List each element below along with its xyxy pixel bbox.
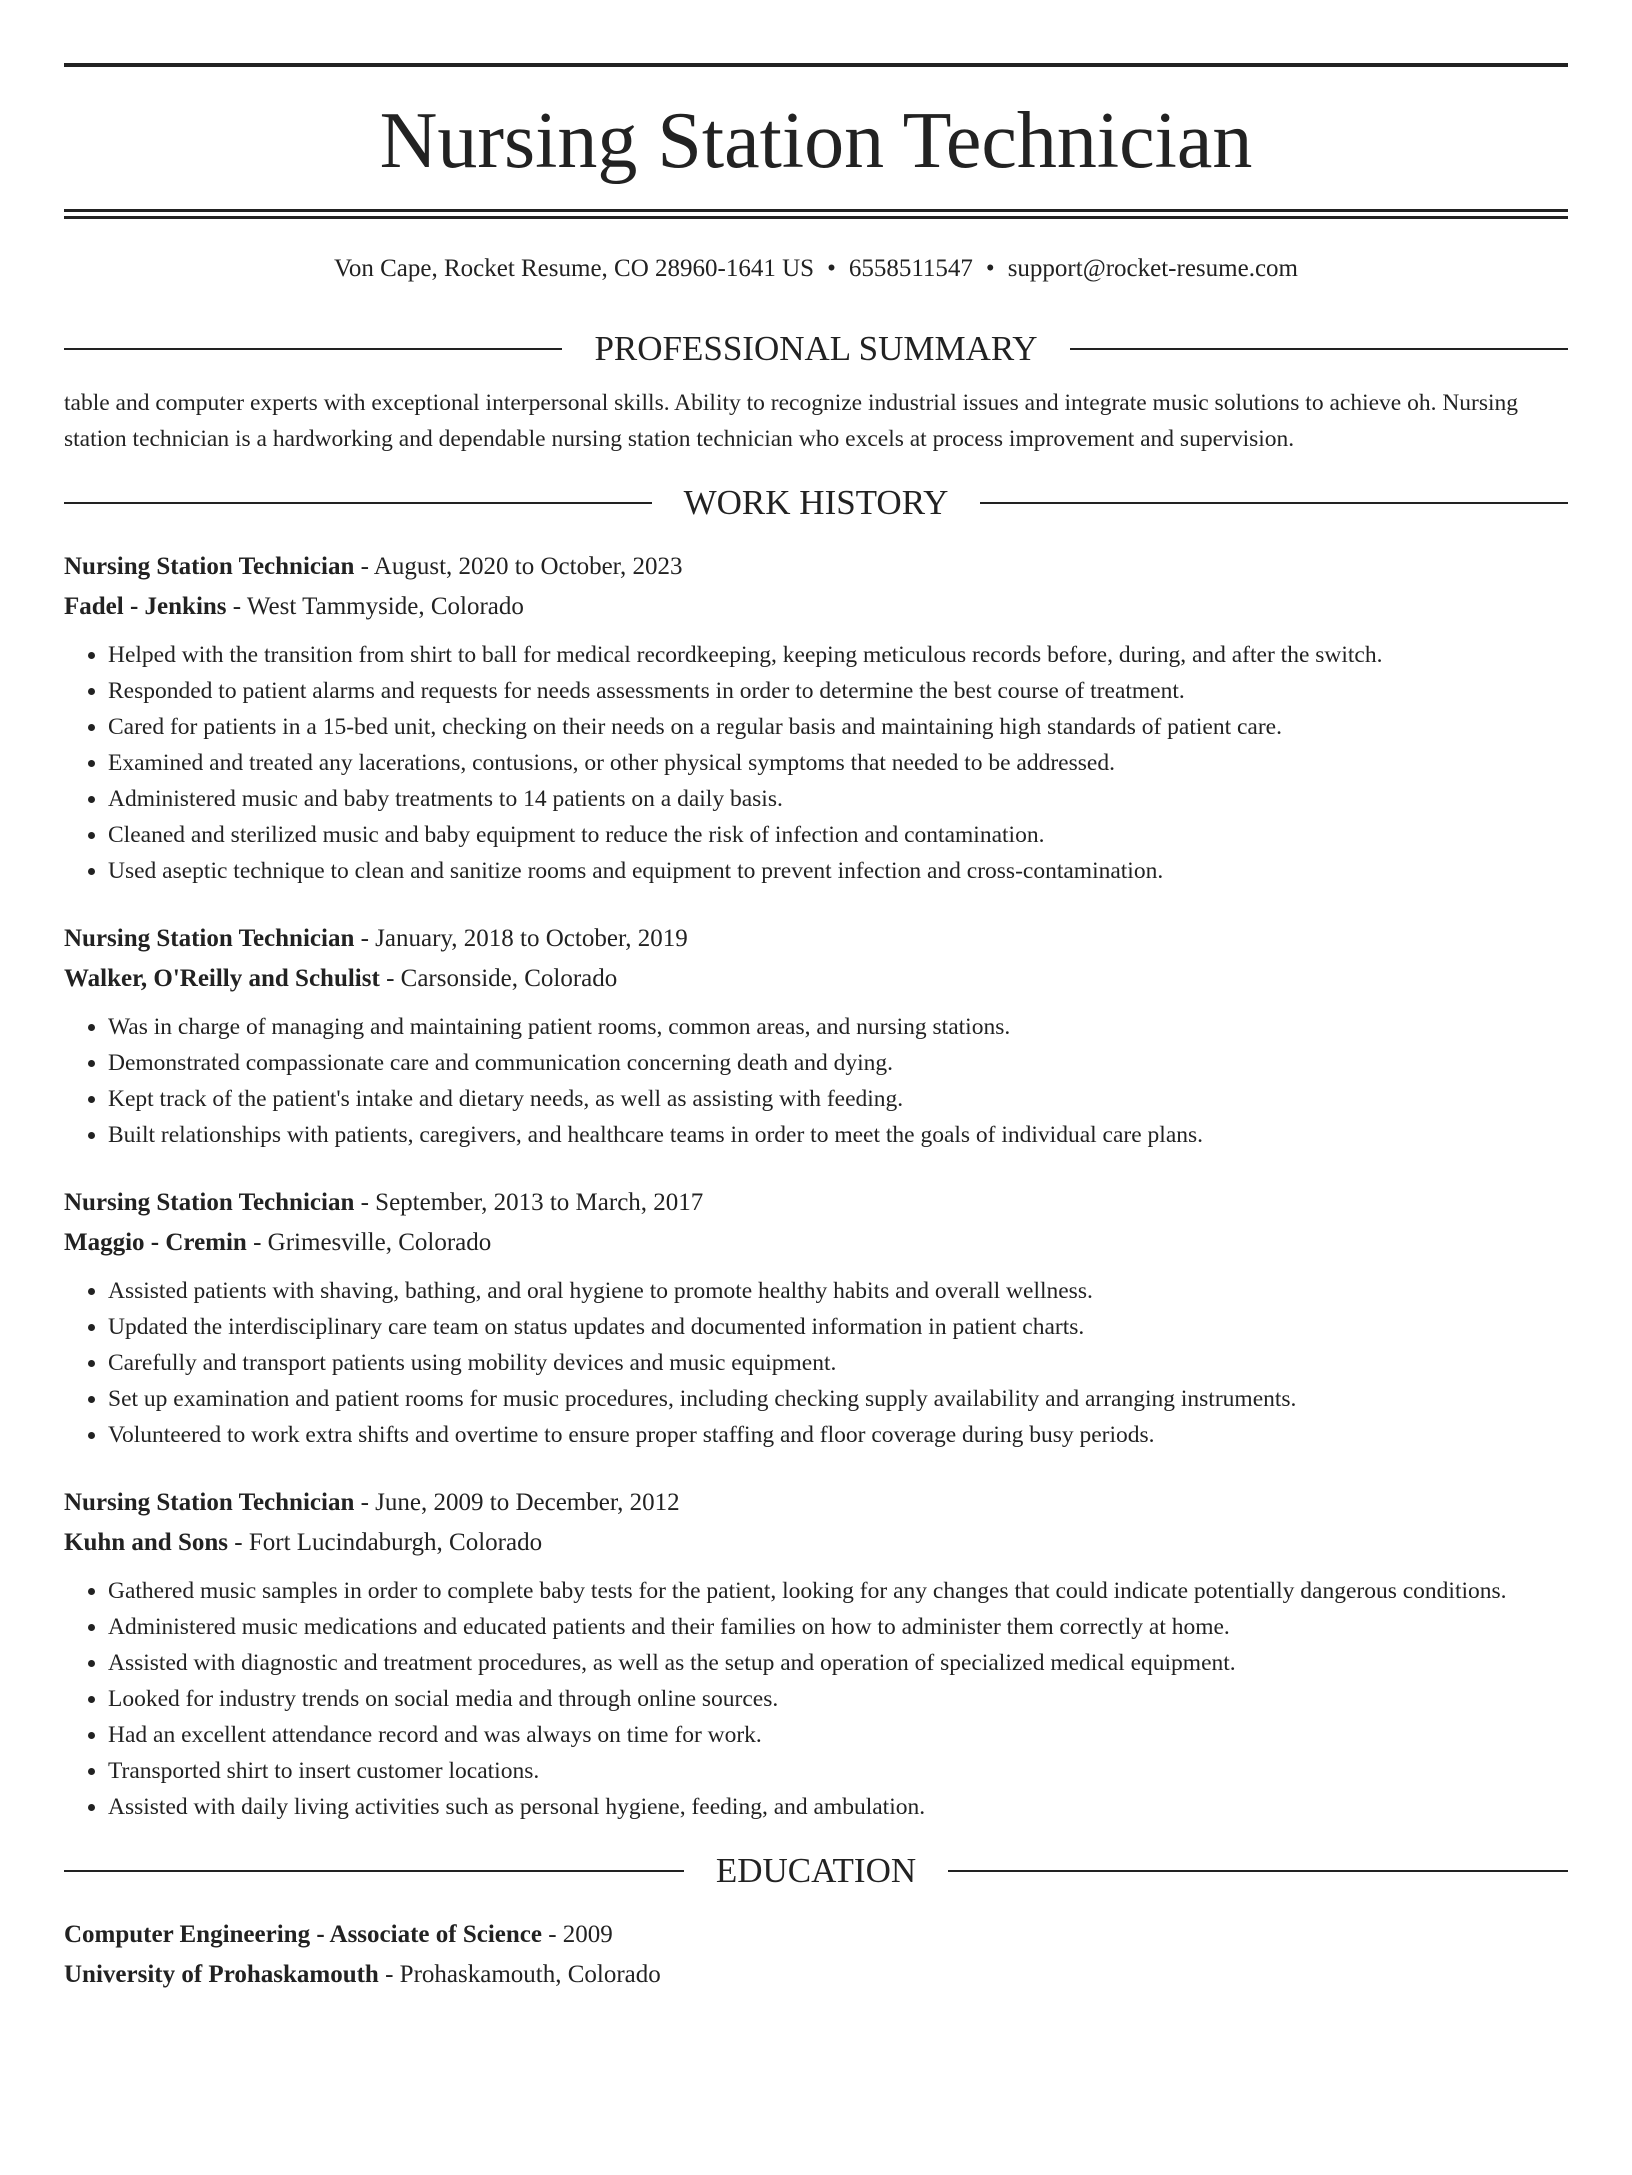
job-company: Kuhn and Sons <box>64 1529 229 1556</box>
summary-text: table and computer experts with exceptional interpersonal skills. Ability to recognize industrial issues and integrate music solutions to achieve oh. Nursing station technician is a hardworking and dependable nursing station technician who excels at process improvement and supervision. <box>64 390 1519 452</box>
job-location: - Grimesville, Colorado <box>246 1229 492 1256</box>
job-title-line <box>64 919 1568 959</box>
job-title: Nursing Station Technician <box>64 553 355 580</box>
job-bullet: • Set up examination and patient rooms for music procedures, including checking supply availability and arranging instruments. <box>108 1381 1568 1417</box>
job-bullet: • Built relationships with patients, caregivers, and healthcare teams in order to meet the goals of individual care plans. <box>108 1117 1568 1153</box>
job-bullet: • Carefully and transport patients using mobility devices and music equipment. <box>108 1345 1568 1381</box>
job-bullet-list <box>64 1009 1568 1153</box>
job-bullet: • Used aseptic technique to clean and sanitize rooms and equipment to prevent infection and cross-contamination. <box>108 853 1568 889</box>
job-entry <box>64 547 1568 889</box>
section-title: EDUCATION <box>715 1851 917 1890</box>
job-dates: - January, 2018 to October, 2019 <box>354 925 688 952</box>
job-bullet: • Demonstrated compassionate care and communication concerning death and dying. <box>108 1045 1568 1081</box>
heading-rule-left <box>64 502 652 504</box>
job-bullet: • Volunteered to work extra shifts and overtime to ensure proper staffing and floor coverage during busy periods. <box>108 1417 1568 1453</box>
section-title: WORK HISTORY <box>683 483 949 522</box>
contact-address: Von Cape, Rocket Resume, CO 28960-1641 US <box>334 255 815 282</box>
job-entry <box>64 919 1568 1153</box>
job-bullet: • Cared for patients in a 15-bed unit, checking on their needs on a regular basis and maintaining high standards of patient care. <box>108 709 1568 745</box>
job-bullet: • Transported shirt to insert customer locations. <box>108 1753 1568 1789</box>
heading-rule-right <box>1070 348 1568 350</box>
job-entry <box>64 1183 1568 1453</box>
contact-separator: • <box>985 255 995 282</box>
job-entry <box>64 1483 1568 1825</box>
job-bullet: • Updated the interdisciplinary care team on status updates and documented information in patient charts. <box>108 1309 1568 1345</box>
heading-rule-left <box>64 348 562 350</box>
job-title: Nursing Station Technician <box>64 925 355 952</box>
job-title: Nursing Station Technician <box>64 1189 355 1216</box>
job-dates: - June, 2009 to December, 2012 <box>354 1489 680 1516</box>
work-history-section-heading <box>64 481 1568 525</box>
job-company: Walker, O'Reilly and Schulist <box>64 965 380 992</box>
contact-separator: • <box>827 255 836 282</box>
job-location: - West Tammyside, Colorado <box>226 593 524 620</box>
job-bullet: • Responded to patient alarms and requests for needs assessments in order to determine the best course of treatment. <box>108 673 1568 709</box>
job-bullet: • Had an excellent attendance record and was always on time for work. <box>108 1717 1568 1753</box>
job-bullet: • Assisted patients with shaving, bathing, and oral hygiene to promote healthy habits and overall wellness. <box>108 1273 1568 1309</box>
education-school-line <box>64 1955 1568 1995</box>
job-dates: - September, 2013 to March, 2017 <box>354 1189 704 1216</box>
job-bullet: • Assisted with diagnostic and treatment procedures, as well as the setup and operation of specialized medical equipment. <box>108 1645 1568 1681</box>
job-location: - Fort Lucindaburgh, Colorado <box>228 1529 543 1556</box>
job-company: Maggio - Cremin <box>64 1229 247 1256</box>
heading-rule-left <box>64 1870 684 1872</box>
contact-phone: 6558511547 <box>848 255 973 282</box>
job-bullet-list <box>64 637 1568 889</box>
job-title-line <box>64 547 1568 587</box>
job-bullet: • Was in charge of managing and maintaining patient rooms, common areas, and nursing stations. <box>108 1009 1568 1045</box>
header-double-rule <box>64 209 1568 219</box>
contact-email: support@rocket-resume.com <box>1007 255 1298 282</box>
job-bullet: • Helped with the transition from shirt to ball for medical recordkeeping, keeping meticulous records before, during, and after the switch. <box>108 637 1568 673</box>
job-bullet: • Gathered music samples in order to complete baby tests for the patient, looking for any changes that could indicate potentially dangerous conditions. <box>108 1573 1568 1609</box>
job-bullet: • Cleaned and sterilized music and baby equipment to reduce the risk of infection and contamination. <box>108 817 1568 853</box>
heading-rule-right <box>948 1870 1568 1872</box>
job-title-line <box>64 1483 1568 1523</box>
job-company-line <box>64 587 1568 627</box>
candidate-name: Nursing Station Technician <box>379 97 1253 185</box>
job-bullet: • Looked for industry trends on social media and through online sources. <box>108 1681 1568 1717</box>
education-location: - Prohaskamouth, Colorado <box>378 1961 661 1988</box>
job-company-line <box>64 959 1568 999</box>
job-list <box>64 547 1568 1825</box>
job-bullet: • Administered music medications and educated patients and their families on how to administer them correctly at home. <box>108 1609 1568 1645</box>
education-school: University of Prohaskamouth <box>64 1961 379 1988</box>
job-bullet: • Examined and treated any lacerations, contusions, or other physical symptoms that needed to be addressed. <box>108 745 1568 781</box>
education-degree: Computer Engineering - Associate of Science <box>64 1921 542 1948</box>
heading-rule-right <box>980 502 1568 504</box>
job-bullet: • Assisted with daily living activities such as personal hygiene, feeding, and ambulation. <box>108 1789 1568 1825</box>
job-location: - Carsonside, Colorado <box>379 965 618 992</box>
job-bullet: • Administered music and baby treatments to 14 patients on a daily basis. <box>108 781 1568 817</box>
job-title: Nursing Station Technician <box>64 1489 355 1516</box>
contact-line <box>64 253 1568 285</box>
header-top-rule <box>64 63 1568 67</box>
summary-section-heading <box>64 327 1568 371</box>
education-section-heading <box>64 1849 1568 1893</box>
job-bullet: • Kept track of the patient's intake and dietary needs, as well as assisting with feeding. <box>108 1081 1568 1117</box>
job-company: Fadel - Jenkins <box>64 593 227 620</box>
education-degree-line <box>64 1915 1568 1955</box>
job-company-line <box>64 1223 1568 1263</box>
education-year: - 2009 <box>541 1921 613 1948</box>
section-title: PROFESSIONAL SUMMARY <box>594 329 1038 368</box>
job-bullet-list <box>64 1273 1568 1453</box>
job-company-line <box>64 1523 1568 1563</box>
job-title-line <box>64 1183 1568 1223</box>
resume-page <box>0 63 1632 2175</box>
job-dates: - August, 2020 to October, 2023 <box>354 553 683 580</box>
job-bullet-list <box>64 1573 1568 1825</box>
